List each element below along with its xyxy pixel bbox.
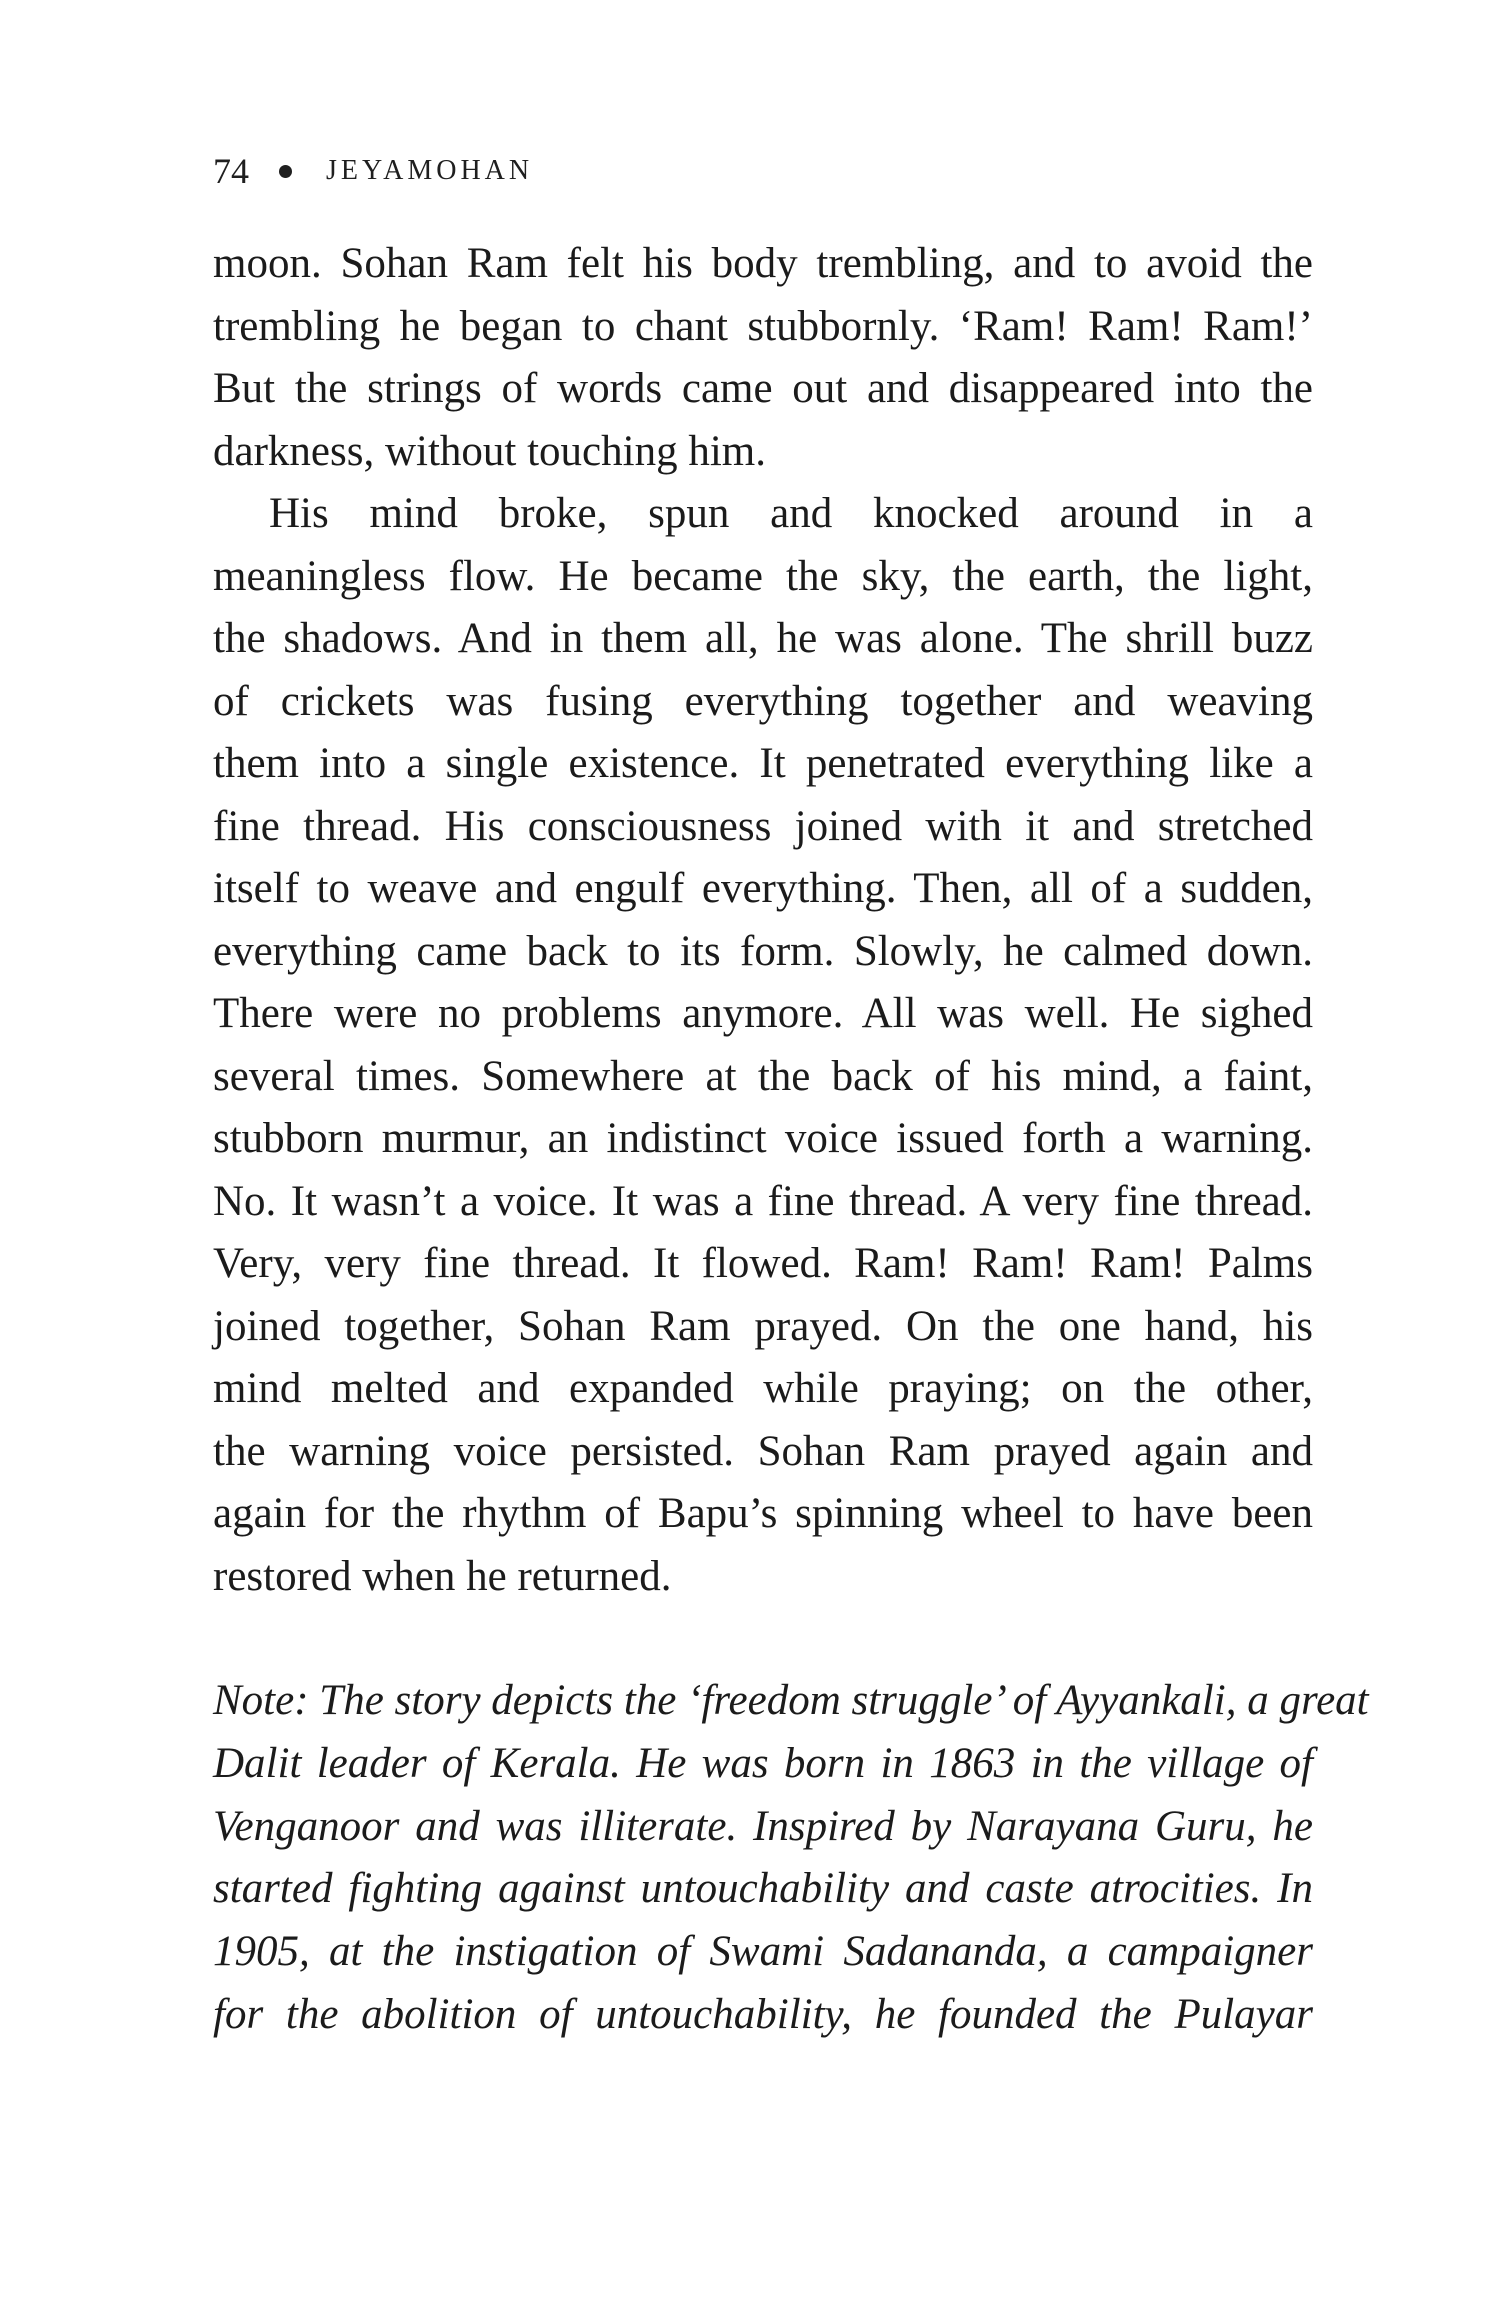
text-line: No. It wasn’t a voice. It was a fine thread. A very fine thread. [213, 1177, 1313, 1225]
text-line: meaningless flow. He became the sky, the earth, the light, [213, 552, 1313, 600]
text-line: the warning voice persisted. Sohan Ram prayed again and [213, 1427, 1313, 1475]
text-line: them into a single existence. It penetrated everything like a [213, 740, 1313, 787]
text-line: But the strings of words came out and disappeared into the [213, 365, 1313, 412]
text-line: His mind broke, spun and knocked around in a [269, 490, 1313, 537]
text-line: moon. Sohan Ram felt his body trembling, and to avoid the [213, 240, 1313, 287]
text-line: itself to weave and engulf everything. Then, all of a sudden, [213, 865, 1313, 912]
running-head [213, 146, 533, 196]
text-line: the shadows. And in them all, he was alone. The shrill buzz [213, 615, 1313, 662]
text-line: restored when he returned. [213, 1552, 672, 1600]
body-text [213, 233, 1313, 1608]
note-line: Note: The story depicts the ‘freedom struggle’ of Ayyankali, a great [213, 1677, 1369, 1724]
text-line: mind melted and expanded while praying; on the other, [213, 1365, 1313, 1412]
note-line: Dalit leader of Kerala. He was born in 1863 in the village of [213, 1739, 1313, 1787]
running-head-author: JEYAMOHAN [326, 155, 534, 186]
text-line: fine thread. His consciousness joined with it and stretched [213, 802, 1313, 850]
note-line: 1905, at the instigation of Swami Sadananda, a campaigner [213, 1928, 1313, 1976]
note-line: Venganoor and was illiterate. Inspired by Narayana Guru, he [213, 1802, 1313, 1850]
text-line: There were no problems anymore. All was well. He sighed [213, 990, 1313, 1037]
paragraph [213, 483, 1313, 1608]
paragraph [213, 233, 1313, 483]
note-line: started fighting against untouchability and caste atrocities. In [213, 1865, 1313, 1913]
text-line: Very, very fine thread. It flowed. Ram! Ram! Ram! Palms [213, 1240, 1313, 1287]
bullet-separator-icon [279, 165, 292, 178]
text-line: again for the rhythm of Bapu’s spinning wheel to have been [213, 1490, 1313, 1537]
text-line: stubborn murmur, an indistinct voice issued forth a warning. [213, 1115, 1313, 1162]
story-note [213, 1670, 1369, 2047]
text-line: everything came back to its form. Slowly, he calmed down. [213, 927, 1313, 975]
text-line: darkness, without touching him. [213, 427, 766, 475]
text-line: joined together, Sohan Ram prayed. On the one hand, his [213, 1302, 1313, 1350]
text-line: several times. Somewhere at the back of his mind, a faint, [213, 1052, 1313, 1100]
note-line: for the abolition of untouchability, he founded the Pulayar [213, 1990, 1313, 2038]
page-number: 74 [213, 151, 249, 191]
text-line: trembling he began to chant stubbornly. ‘Ram! Ram! Ram!’ [213, 302, 1313, 350]
text-line: of crickets was fusing everything together and weaving [213, 677, 1313, 725]
